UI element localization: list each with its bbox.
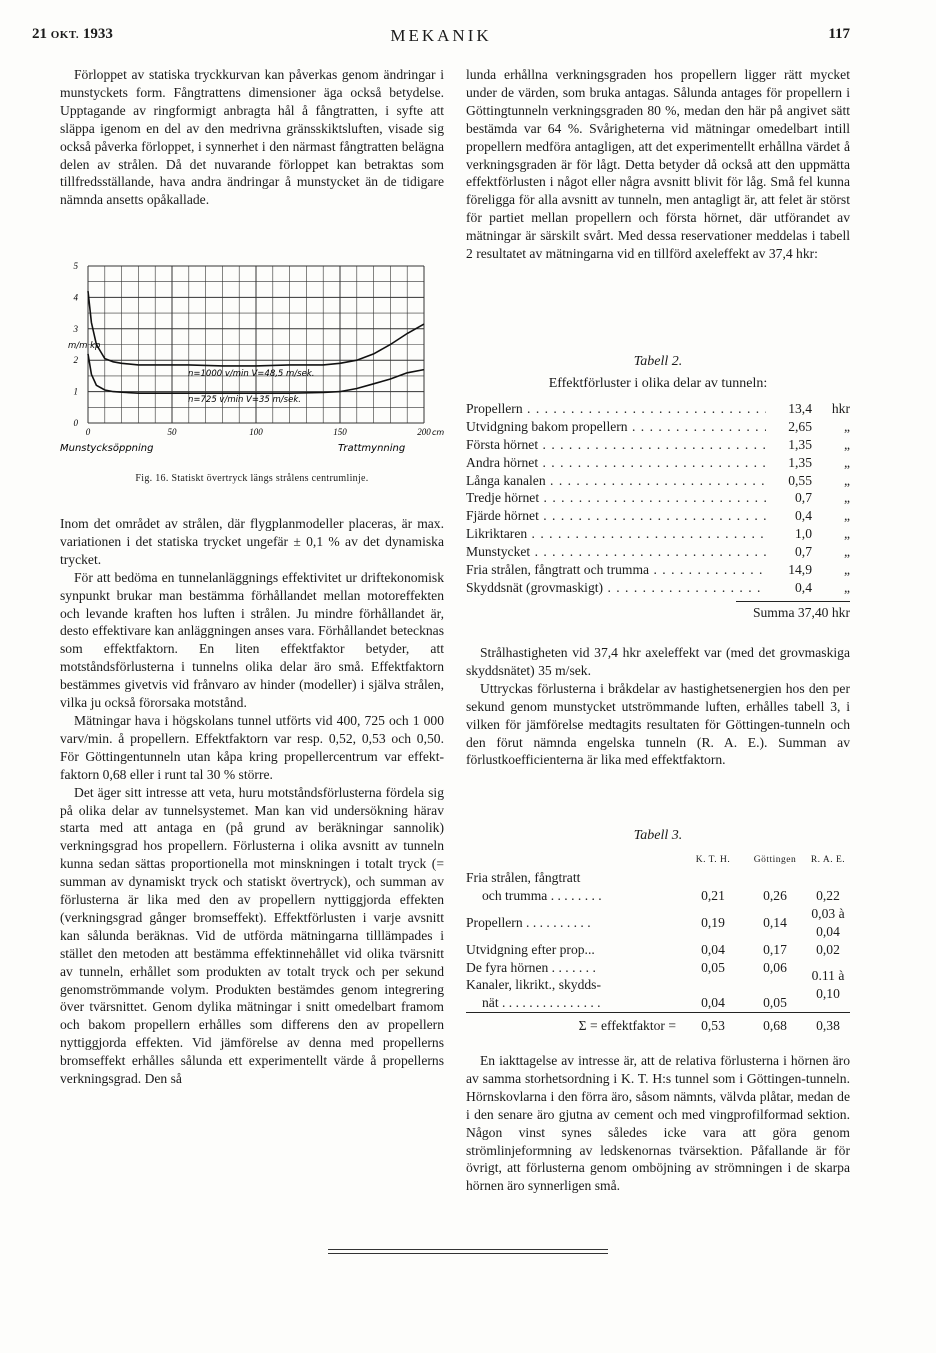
figure-16	[60, 258, 444, 488]
table3-header-kth: K. T. H.	[695, 854, 731, 865]
y-tick-label: 4	[73, 292, 78, 303]
row-label: Fria strålen, fångtratt	[466, 870, 581, 885]
left-end-label: Munstycksöppning	[60, 443, 154, 454]
cell-rae: 0,22	[816, 887, 840, 903]
sum-label: Σ = effektfaktor =	[466, 1013, 682, 1035]
row-unit: „	[843, 472, 850, 488]
paragraph: Uttryckas förlusterna i bråkdelar av hastighetsenergien hos den per sekund genom munstycket utströmmande luften, erhålles tabell 3, i vilken för jämförelse medtagits resultaten för Göttingen-tunneln och den förut nämnda engelska tunneln (R. A. E.). Summan av förlustkoefficienterna är lika med effektfaktorn.	[466, 680, 850, 768]
x-axis-ticks	[86, 427, 432, 437]
table2	[466, 400, 850, 622]
table-row	[466, 418, 850, 436]
table3-header-gottingen: Göttingen	[753, 854, 797, 865]
paragraph: Strålhastigheten vid 37,4 hkr axeleffekt var (med det grovmaskiga skyddsnätet) 35 m/sek.	[466, 645, 850, 678]
row-label: Långa kanalen . . .	[466, 472, 766, 490]
table3	[466, 850, 850, 1035]
sum-gottingen: 0,68	[744, 1013, 806, 1035]
table-row	[466, 507, 850, 525]
cell-gottingen: 0,26	[763, 887, 787, 903]
row-unit: „	[843, 508, 850, 524]
table-row	[466, 905, 850, 941]
row-value: 13,4	[788, 401, 812, 416]
cell-kth: 0,19	[701, 914, 725, 930]
row-label: Propellern . . .	[466, 400, 766, 418]
table-row	[466, 543, 850, 561]
table2-sum: Summa 37,40 hkr	[752, 604, 850, 620]
row-label: och trumma . . . . . . . .	[482, 887, 602, 903]
curve-label-1000: n=1000 v/min V=48,5 m/sek.	[188, 369, 315, 379]
left-column-body	[60, 515, 444, 1088]
row-label: De fyra hörnen . . . . . . .	[466, 959, 596, 975]
right-column-end	[466, 1052, 850, 1195]
cell-gottingen: 0,05	[763, 995, 787, 1011]
table2-subtitle: Effektförluster i olika delar av tunneln:	[548, 376, 768, 391]
table-row	[466, 887, 850, 905]
y-tick-label: 5	[73, 261, 78, 271]
journal-title: MEKANIK	[390, 26, 492, 45]
date-day: 21	[32, 26, 47, 42]
table-row	[466, 869, 850, 887]
row-value: 0,7	[795, 490, 812, 506]
row-label: Utvidgning efter prop...	[466, 941, 595, 957]
x-tick-label: 150	[333, 427, 347, 437]
row-unit: „	[843, 544, 850, 560]
row-value: 2,65	[788, 418, 812, 434]
y-tick-label: 0	[73, 418, 78, 428]
paragraph: Det äger sitt intresse att veta, huru motståndsförlusterna fördela sig på olika delar av tunnelsystemet. Man kan vid undersökning härav starta med att antaga en (på grund av beräkningar sannolik) verkningsgrad hos propellern. Förlusterna i olika avsnitt av tunneln kunna sedan sättas proportionella mot minskningen i totalt tryck (= summan av dynamiskt tryck och statiskt övertryck), och summan av förlusterna är lika med den av propellern nyttiggjorda effekten (verkningsgrad gånger bromseffekt). Effektförlusten i varje avsnitt kan sålunda beräknas. Vid de utförda mätningarna tilllämpades i stället den metoden att bestämma effektinnehållet vid olika tvärsnitt av tunneln, erhållet som produkten av totalt tryck och per sekund genomströmmande volym. Produkten bestämdes genom integrering över tvärsnittet. Genom dylika mätningar i snitt omedelbart framom och bakom propellern erhålles som differens den av propellern nyttiggjorda effekten. Vid jämförelse av denna med propellerns bromseffekt erhålles sålunda ett experimentellt värde å propellerns verkningsgrad. Den så	[60, 784, 444, 1087]
row-label: Tredje hörnet . . .	[466, 489, 766, 507]
left-column-intro	[60, 66, 444, 209]
table3-sum-row	[466, 1013, 850, 1035]
table-row	[466, 454, 850, 472]
table-row	[466, 579, 850, 597]
table-row	[466, 489, 850, 507]
row-value: 0,4	[795, 579, 812, 595]
row-label: Första hörnet . . .	[466, 436, 766, 454]
table-row	[466, 976, 850, 994]
right-column-intro	[466, 66, 850, 263]
row-label: Andra hörnet . . .	[466, 454, 766, 472]
sum-kth: 0,53	[682, 1013, 744, 1035]
cell-kth: 0,04	[701, 995, 725, 1011]
table2-sum-rule	[736, 601, 850, 602]
table-row	[466, 436, 850, 454]
right-end-label: Trattmynning	[338, 443, 406, 454]
row-value: 1,35	[788, 436, 812, 452]
y-tick-label: 3	[73, 323, 78, 334]
cell-kth: 0,04	[701, 941, 725, 957]
page-number: 117	[828, 26, 850, 42]
y-tick-label: 2	[73, 355, 78, 366]
y-axis-unit: m/m kp	[68, 341, 101, 351]
table-row	[466, 400, 850, 418]
row-value: 1,0	[795, 526, 812, 542]
cell-gottingen: 0,17	[763, 941, 787, 957]
paragraph: Inom det området av strålen, där flygplanmodeller placeras, är max. variationen i det statiska trycket ungefär ± 0,1 % av det dynamiska trycket.	[60, 516, 444, 567]
row-unit: „	[843, 436, 850, 452]
cell-rae: 0,03 à 0,04	[811, 905, 845, 939]
table-row	[466, 959, 850, 977]
row-value: 1,35	[788, 454, 812, 470]
static-pressure-chart	[60, 258, 444, 473]
row-value: 0,7	[795, 544, 812, 560]
curve-label-725: n=725 v/min V=35 m/sek.	[188, 395, 301, 405]
x-axis-unit: cm	[432, 428, 444, 437]
row-value: 0,4	[795, 508, 812, 524]
table-row	[466, 472, 850, 490]
x-tick-label: 200	[417, 427, 431, 437]
x-tick-label: 100	[249, 427, 263, 437]
row-label: Fjärde hörnet . . .	[466, 507, 766, 525]
paragraph: För att bedöma en tunnelanläggnings effektivitet ur driftekonomisk synpunkt brukar man bestämma förhållandet mellan motoreffekten och levande kraften hos luften i strålen. Ju mindre förhållandet är, desto effektivare kan anläggningen anses vara. Förhållandet betecknas som effektfaktorn. En liten effektfaktor betyder, att motståndsförlusterna i tunnelns olika delar äro små. Effektfaktorn bestämmes givetvis vid frånvaro av hinder (modeller) i själva strålen, vilka ju också förorsaka motstånd.	[60, 569, 444, 711]
row-unit: „	[843, 490, 850, 506]
cell-kth: 0,05	[701, 959, 725, 975]
cell-gottingen: 0,06	[763, 959, 787, 975]
table2-title: Tabell 2.	[633, 354, 683, 369]
figure-caption: Fig. 16. Statiskt övertryck längs strålens centrumlinje.	[135, 473, 369, 484]
row-label: Fria strålen, fångtratt och trumma . . .	[466, 561, 766, 579]
table-row	[466, 525, 850, 543]
row-label: Skyddsnät (grovmaskigt) . . .	[466, 579, 766, 597]
end-rule	[328, 1249, 608, 1250]
row-unit: „	[843, 562, 850, 578]
row-unit: „	[843, 418, 850, 434]
row-unit: „	[843, 526, 850, 542]
table-row	[466, 994, 850, 1012]
row-value: 14,9	[788, 562, 812, 578]
table-row	[466, 941, 850, 959]
row-unit: „	[843, 454, 850, 470]
row-label: Likriktaren . . .	[466, 525, 766, 543]
cell-kth: 0,21	[701, 887, 725, 903]
table-row	[466, 561, 850, 579]
cell-gottingen: 0,14	[763, 914, 787, 930]
row-value: 0,55	[788, 472, 812, 488]
x-tick-label: 0	[85, 427, 91, 437]
row-label: Kanaler, likrikt., skydds-	[466, 977, 601, 993]
right-column-middle	[466, 644, 850, 769]
row-label: nät . . . . . . . . . . . . . . .	[482, 995, 601, 1011]
x-tick-label: 50	[167, 427, 177, 437]
y-tick-label: 1	[73, 386, 78, 397]
paragraph: Förloppet av statiska tryckkurvan kan påverkas genom ändringar i munstyckets form. Fångtrattens dimensioner äga också betydelse. Upptagande av ringformigt anbragta hål å fångtratten, i syfte att släppa igenom en del av den medrivna gränsskiktsluften, visade sig också påverka förloppet, i synnerhet i den närmast fångtratten belägna delen av strålen. Då det nuvarande förloppet kan betraktas som tillfredsställande, hava andra ändringar å munstycket än de tidigare nämnda ansetts opåkallade.	[60, 67, 444, 208]
date-year: 1933	[82, 26, 113, 42]
row-unit: „	[843, 579, 850, 595]
table3-header-rae: R. A. E.	[810, 854, 846, 865]
paragraph: Mätningar hava i högskolans tunnel utförts vid 400, 725 och 1 000 varv/min. å propellern. Effektfaktorn var resp. 0,52, 0,53 och 0,50. För Göttingentunneln utan kåpa kring propellercentrum var effektfaktorn 0,68 eller i runt tal 30 % större.	[60, 712, 444, 782]
cell-rae: 0,02	[816, 941, 840, 957]
row-label: Munstycket . . .	[466, 543, 766, 561]
cell-rae-combined: 0.11 à 0,10	[811, 968, 845, 1002]
end-rule	[328, 1253, 608, 1254]
date-month: OKT.	[50, 29, 80, 41]
row-unit: hkr	[831, 401, 850, 416]
table3-title: Tabell 3.	[633, 828, 683, 843]
row-label: Utvidgning bakom propellern . . .	[466, 418, 766, 436]
row-label: Propellern . . . . . . . . . .	[466, 914, 591, 930]
sum-rae: 0,38	[806, 1013, 850, 1035]
paragraph: lunda erhållna verkningsgraden hos propellern ligger rätt mycket under de värden, som bruka antagas. Sålunda antages för propellern i Göttingtunneln verkningsgraden 80 %, medan den här på angivet sätt bestämda var 64 %. Svårigheterna vid mätningar omedelbart intill propellern medföra antagligen, att det experimentellt erhållna värdet å verkningsgraden är för lågt. Detta betyder då också att den uppmätta effektförlusten i något eller några avsnitt blivit för låg. Små fel kunna föreligga för alla avsnitt av tunneln, men antagligt är, att felet är störst för partiet mellan propellern och första hörnet, där utförandet av mätningar är särskilt svårt. Med dessa reservationer meddelas i tabell 2 resultatet av mätningarna vid en tillförd axeleffekt av 37,4 hkr:	[466, 67, 850, 262]
paragraph: En iakttagelse av intresse är, att de relativa förlusterna i hörnen äro av samma storhetsordning i K. T. H:s tunnel som i Göttingen-tunneln. Hörnskovlarna i den förra äro, såsom nämnts, välvda plåtar, medan de i den senare äro gjutna av cement och med vingprofilformad sektion. Någon vinst synes således icke vara att göra genom strömlinjeformning av ledskenornas tvärsektion. Påfallande är för övrigt, att förlusterna genom omböjning av strömningen i de skarpa hörnen äro synnerligen små.	[466, 1053, 850, 1194]
page-header	[32, 26, 850, 48]
